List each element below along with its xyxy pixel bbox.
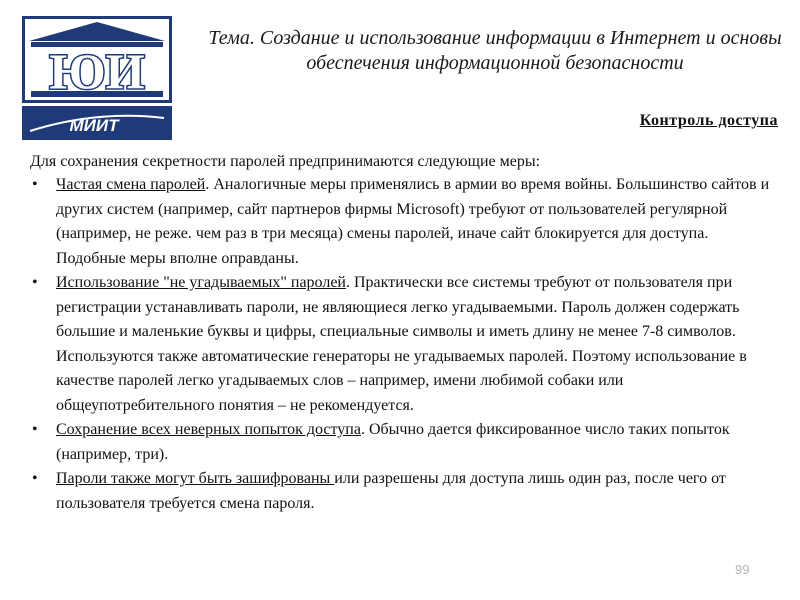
bullet-lead: Пароли также могут быть зашифрованы <box>56 470 335 487</box>
bullet-icon: • <box>32 421 38 438</box>
bullet-icon: • <box>32 470 38 487</box>
list-item <box>30 271 775 418</box>
list-item <box>30 173 775 271</box>
bullet-icon: • <box>32 274 38 291</box>
logo-building-icon <box>25 19 169 100</box>
bullet-lead: Частая смена паролей <box>56 176 206 193</box>
section-label: Контроль доступа <box>639 112 778 129</box>
logo-wordmark-icon <box>22 106 172 140</box>
logo-wordmark-band <box>22 106 172 140</box>
bullet-list <box>30 173 775 516</box>
bullet-lead: Использование "не угадываемых" паролей <box>56 274 346 291</box>
list-item <box>30 418 775 467</box>
logo-emblem <box>22 16 172 103</box>
bullet-text: . Аналогичные меры применялись в армии во время войны. Большинство сайтов и других систем (например, сайт партнеров фирмы Microsoft) требуют от пользователей регулярной (например, не реже. чем раз в три месяца) смены паролей, иначе сайт блокируется для доступа. Подобные меры вполне оправданы. <box>56 176 770 267</box>
logo-wordmark: МИИТ <box>69 116 119 135</box>
list-item <box>30 467 775 516</box>
bullet-lead: Сохранение всех неверных попыток доступа <box>56 421 361 438</box>
page-number: 99 <box>735 562 750 577</box>
bullet-text: или разрешены для доступа лишь один раз, после чего от пользователя требуется смена пароля. <box>56 470 726 512</box>
bullet-text: . Практически все системы требуют от пользователя при регистрации устанавливать пароли, не являющиеся легко угадываемыми. Пароль должен содержать большие и маленькие буквы и цифры, специальные символы и иметь длину не менее 7-8 символов. Используются также автоматические генераторы не угадываемых паролей. Поэтому использование в качестве паролей легко угадываемых слов – например, имени любимой собаки или общеупотребительного понятия – не рекомендуется. <box>56 274 747 414</box>
slide-title: Тема. Создание и использование информации в Интернет и основы обеспечения информационной безопасности <box>208 27 782 74</box>
bullet-text: . Обычно дается фиксированное число таких попыток (например, три). <box>56 421 730 463</box>
university-logo <box>22 16 172 140</box>
intro-text: Для сохранения секретности паролей предпринимаются следующие меры: <box>30 153 541 170</box>
bullet-icon: • <box>32 176 38 193</box>
logo-letters: ЮИ <box>49 43 145 99</box>
